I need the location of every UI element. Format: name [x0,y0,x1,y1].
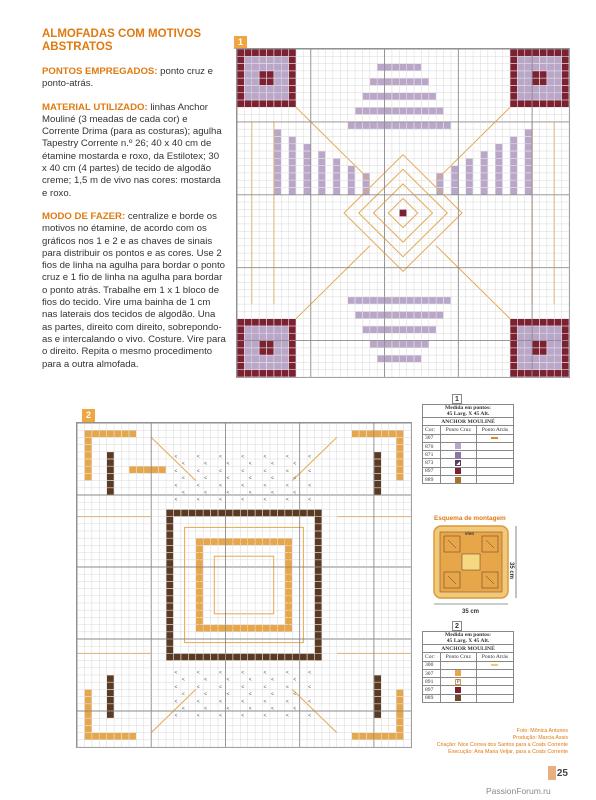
svg-text:<: < [293,691,297,698]
legend-backstitch [476,694,513,702]
legend-backstitch [476,442,513,450]
legend-row [423,661,514,669]
svg-text:<: < [219,497,222,504]
svg-text:<: < [181,691,185,698]
svg-text:<: < [196,698,200,705]
legend1-measure [423,405,514,418]
page-title: ALMOFADAS COM MOTIVOS ABSTRATOS [42,28,202,53]
svg-text:<: < [308,482,312,489]
svg-text:<: < [293,706,297,712]
legend-backstitch [476,661,513,669]
svg-text:<: < [181,490,185,496]
legend2-table [422,631,514,703]
legend-row [423,669,514,677]
legend1-measure-line2: 45 Larg. X 45 Alt. [446,411,490,417]
legend-color-code: 870 [423,442,441,450]
svg-text:<: < [293,677,297,684]
legend-row [423,476,514,484]
svg-text:<: < [226,691,230,698]
svg-text:<: < [308,684,312,691]
svg-text:<: < [204,677,208,684]
swatch-icon [455,452,461,458]
chart2-pattern [77,423,411,747]
swatch-icon [455,460,461,466]
svg-text:<: < [174,468,178,475]
instructions-column [42,28,226,382]
svg-text:<: < [196,670,200,676]
backstitch-line-icon [491,664,498,666]
legend2-rows [423,661,514,702]
svg-text:<: < [263,670,267,676]
esquema-piping-label: vivo [465,531,475,536]
svg-text:<: < [241,698,245,705]
svg-text:<: < [196,468,200,475]
legend-row [423,434,514,442]
svg-text:<: < [248,475,252,482]
svg-text:<: < [285,468,289,475]
legend-backstitch [476,459,513,467]
svg-text:<: < [196,497,200,504]
svg-text:<: < [219,482,222,489]
swatch-icon [455,687,461,693]
svg-text:<: < [285,482,289,489]
chart2-stitches [85,431,404,740]
svg-text:<: < [308,454,312,460]
svg-text:<: < [293,475,297,482]
svg-text:<: < [285,497,289,504]
svg-text:<: < [204,490,208,496]
svg-text:<: < [270,706,274,712]
legend-color-code: 897 [423,686,441,694]
svg-text:<: < [226,490,230,496]
svg-text:<: < [270,475,274,482]
svg-text:<: < [196,684,200,691]
site-watermark: PassionForum.ru [486,786,551,796]
svg-text:<: < [263,454,267,460]
svg-text:<: < [248,677,252,684]
svg-text:<: < [248,691,252,698]
svg-text:<: < [226,475,230,482]
legend-row [423,467,514,475]
material-label: MATERIAL UTILIZADO: [42,101,148,113]
pontos-text: ponto cruz e ponto-atrás. [42,66,213,90]
svg-text:<: < [174,713,178,720]
svg-text:<: < [174,482,178,489]
svg-text:<: < [196,713,200,720]
credit-line: Foto: Mônica Antunes [516,728,568,734]
legend-backstitch [476,476,513,484]
legend-cross-swatch [440,686,476,694]
svg-text:<: < [219,454,222,460]
legend-backstitch [476,686,513,694]
svg-text:<: < [285,698,289,705]
legend-color-code: 889 [423,694,441,702]
svg-text:<: < [270,677,274,684]
svg-text:<: < [285,454,289,460]
svg-text:<: < [174,684,178,691]
svg-text:<: < [181,677,185,684]
esquema-height-label: 35 cm [508,562,514,580]
swatch-icon [455,670,461,676]
chart1-number: 1 [234,36,247,49]
legend-row [423,678,514,686]
svg-text:<: < [241,468,245,475]
svg-text:<: < [270,461,274,468]
legend2-col-atras: Ponto Atrás [476,653,513,661]
svg-text:<: < [293,490,297,496]
svg-text:<: < [241,482,245,489]
svg-text:<: < [181,475,185,482]
material-text: linhas Anchor Mouliné (3 meadas de cada cor) e Corrente Drima (para as costuras); agulha Tapestry Corrente n.º 26; 40 x 40 cm de étamine mostarda e roxo, da Estilotex; 30 x 40 cm (4 partes) de tecido de algodão creme; 1,5 m de vivo nas cores: mostarda e roxo. [42,101,222,199]
svg-text:<: < [181,461,185,468]
esquema-diagram [430,524,530,615]
legend-cross-swatch [440,434,476,442]
legend1-number: 1 [452,394,462,404]
legend-row [423,694,514,702]
legend-row [423,451,514,459]
swatch-icon [455,443,461,449]
svg-text:<: < [204,461,208,468]
material-paragraph [42,102,226,200]
legend2-number: 2 [452,621,462,631]
legend-cross-swatch [440,467,476,475]
svg-text:<: < [204,706,208,712]
esquema-width-label: 35 cm [462,609,480,615]
legend-cross-swatch [440,694,476,702]
svg-text:<: < [285,684,289,691]
legend1-measure-line1: Medida em pontos: [445,405,491,411]
svg-text:<: < [196,454,200,460]
modo-label: MODO DE FAZER: [42,210,126,222]
svg-text:<: < [293,461,297,468]
svg-text:<: < [248,490,252,496]
svg-text:<: < [263,497,267,504]
svg-text:<: < [263,468,267,475]
svg-text:<: < [204,691,208,698]
legend1-table [422,404,514,484]
legend-cross-swatch [440,669,476,677]
backstitch-line-icon [491,437,498,439]
svg-text:<: < [181,706,185,712]
svg-text:<: < [219,698,222,705]
svg-text:<: < [174,698,178,705]
svg-text:<: < [263,482,267,489]
svg-text:<: < [308,698,312,705]
legend-color-code: 871 [423,451,441,459]
legend2-col-cor: Cor: [423,653,441,661]
svg-text:<: < [174,497,178,504]
modo-text: centralize e borde os motivos no étamine, de acordo com os gráficos nos 1 e 2 e as chaves de sinais para distribuir os pontos e as cores. Use 2 fios de linha na agulha para bordar o ponto cruz e 1 fio de linha na agulha para bordar o ponto atrás. Trabalhe em 1 x 1 bloco de fios do tecido. Vire uma bainha de 1 cm nas laterais dos tecidos de algodão. Una as partes, direito com direito, sobrepondo-as e intercalando o vivo. Costure. Vire para o direito. Repita o mesmo procedimento para a outra almofada. [42,210,226,370]
legend2-measure-line1: Medida em pontos: [445,632,491,638]
chart2-number: 2 [82,409,95,422]
svg-text:<: < [196,482,200,489]
swatch-icon: P [456,679,460,685]
legend-backstitch [476,467,513,475]
legend-color-code: 891 [423,678,441,686]
svg-text:<: < [241,713,245,720]
chart1-stitches [237,49,568,376]
svg-text:<: < [263,713,267,720]
svg-text:<: < [241,454,245,460]
page-number: 25 [556,768,568,779]
legend-color-code: 873 [423,459,441,467]
modo-paragraph [42,211,226,371]
esquema-title: Esquema de montagem [434,515,506,522]
svg-text:<: < [226,461,230,468]
chart1-grid [236,48,570,378]
svg-text:<: < [308,468,312,475]
credit-line: Execução: Ana Maria Veljar, para a Coats Corrente [448,749,568,756]
legend-cross-swatch [440,476,476,484]
svg-text:<: < [241,670,245,676]
svg-text:<: < [270,490,274,496]
legend2-col-cruz: Ponto Cruz [440,653,476,661]
legend-backstitch [476,678,513,686]
svg-text:<: < [219,670,222,676]
photo-credits [368,728,568,756]
svg-text:<: < [219,468,222,475]
legend-row [423,459,514,467]
svg-text:<: < [248,461,252,468]
swatch-icon [455,468,461,474]
svg-text:<: < [219,713,222,720]
legend1-col-cor: Cor: [423,426,441,434]
legend1-col-atras: Ponto Atrás [476,426,513,434]
svg-text:<: < [219,684,222,691]
legend-backstitch [476,451,513,459]
legend-row [423,686,514,694]
svg-text:<: < [174,670,178,676]
swatch-icon [455,477,461,483]
legend-backstitch [476,669,513,677]
svg-text:<: < [308,713,312,720]
legend-color-code: 889 [423,476,441,484]
pontos-label: PONTOS EMPREGADOS: [42,66,158,77]
legend-cross-swatch [440,451,476,459]
svg-text:<: < [285,713,289,720]
svg-text:<: < [204,475,208,482]
svg-text:<: < [241,684,245,691]
legend1-brand: ANCHOR MOULINÉ [423,418,514,426]
legend-cross-swatch [440,442,476,450]
legend-row [423,442,514,450]
svg-text:<: < [308,670,312,676]
legend2-measure-line2: 45 Larg. X 45 Alt. [446,638,490,644]
legend2-measure [423,632,514,645]
legend-color-code: 307 [423,434,441,442]
svg-text:<: < [248,706,252,712]
chart1-pattern [237,49,569,377]
credit-line: Criação: Nice Correa dos Santos para a Coats Corrente [436,742,568,749]
legend1-col-cruz: Ponto Cruz [440,426,476,434]
svg-text:<: < [270,691,274,698]
pontos-paragraph [42,66,226,91]
svg-text:<: < [285,670,289,676]
svg-text:<: < [263,698,267,705]
svg-text:<: < [226,677,230,684]
legend-color-code: 897 [423,467,441,475]
legend-color-code: 307 [423,669,441,677]
svg-text:<: < [226,706,230,712]
credit-line: Produção: Marcia Assis [512,735,568,742]
legend1-rows [423,434,514,484]
svg-text:<: < [263,684,267,691]
chart2-grid [76,422,412,748]
legend-cross-swatch [440,459,476,467]
legend2-brand: ANCHOR MOULINÉ [423,645,514,653]
legend-color-code: 300 [423,661,441,669]
svg-text:<: < [308,497,312,504]
legend-cross-swatch [440,661,476,669]
svg-text:<: < [241,497,245,504]
page-number-bar [548,766,556,780]
svg-text:<: < [174,454,178,460]
legend-cross-swatch [440,678,476,686]
legend-backstitch [476,434,513,442]
swatch-icon [455,695,461,701]
